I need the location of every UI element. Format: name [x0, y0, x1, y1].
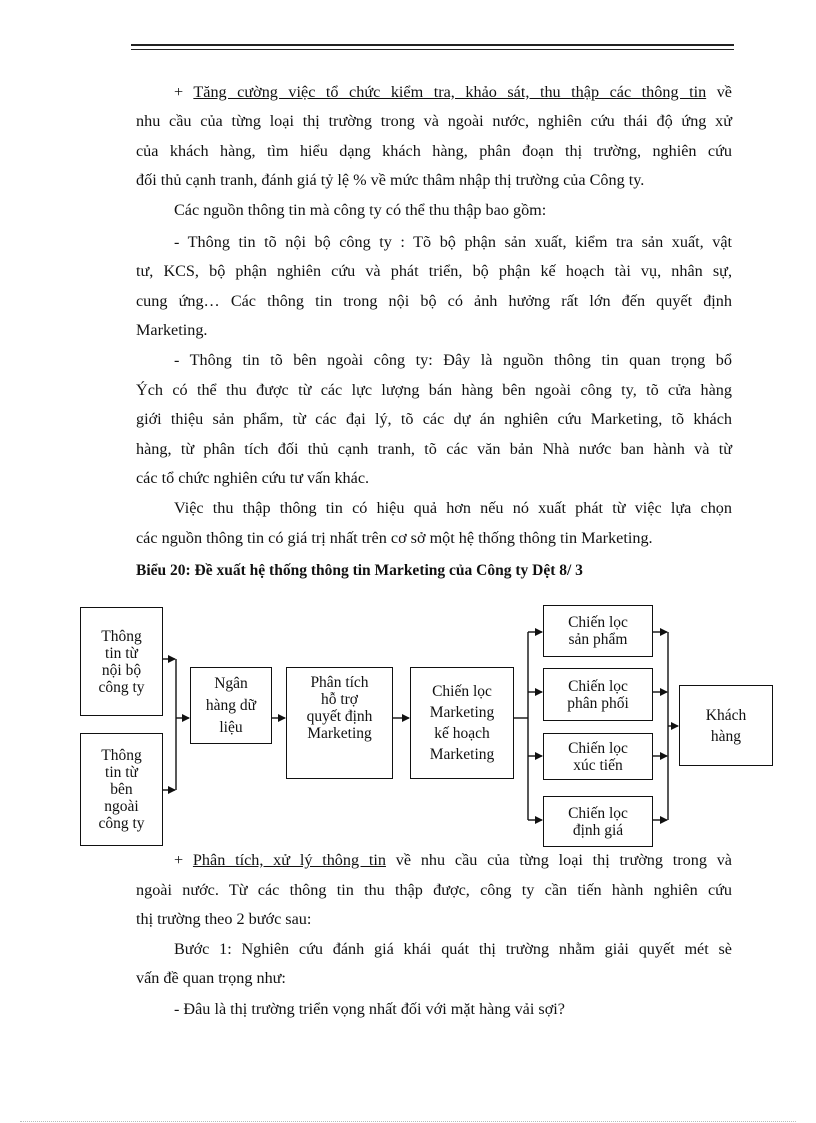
- text-line: + Phân tích, xử lý thông tin về nhu cầu của từng loại thị trường trong và: [174, 851, 732, 869]
- external-info-box: Thông tin từ bên ngoài công ty: [80, 733, 163, 846]
- analysis-box: Phân tích hỗ trợ quyết định Marketing: [286, 667, 393, 779]
- text-line: Marketing.: [136, 321, 208, 339]
- text-line: - Thông tin tõ nội bộ công ty : Tõ bộ phận sản xuất, kiểm tra sản xuất, vật: [174, 233, 732, 251]
- text-line: các tổ chức nghiên cứu tư vấn khác.: [136, 469, 370, 487]
- text-line: tư, KCS, bộ phận nghiên cứu và phát triển, bộ phận kế hoạch tài vụ, nhân sự,: [136, 262, 732, 280]
- promotion-strategy-box: Chiến lọc xúc tiến: [543, 733, 653, 780]
- distribution-strategy-box: Chiến lọc phân phối: [543, 668, 653, 721]
- internal-info-box: Thông tin từ nội bộ công ty: [80, 607, 163, 716]
- text-line: thị trường theo 2 bước sau:: [136, 910, 312, 928]
- text-line: Việc thu thập thông tin có hiệu quả hơn nếu nó xuất phát từ việc lựa chọn: [174, 499, 732, 517]
- text-line: vấn đề quan trọng như:: [136, 969, 286, 987]
- text-line: đối thủ cạnh tranh, đánh giá tỷ lệ % về mức thâm nhập thị trường của Công ty.: [136, 171, 645, 189]
- page-bottom-border: [20, 1121, 796, 1122]
- text-line: ngoài nước. Từ các thông tin thu thập được, công ty cần tiến hành nghiên cứu: [136, 881, 732, 899]
- text-line: Bước 1: Nghiên cứu đánh giá khái quát thị trường nhằm giải quyết mét sè: [174, 940, 732, 958]
- pricing-strategy-box: Chiến lọc định giá: [543, 796, 653, 847]
- text-line: cung ứng… Các thông tin trong nội bộ có ảnh hưởng rất lớn đến quyết định: [136, 292, 732, 310]
- text-line: các nguồn thông tin có giá trị nhất trên cơ sở một hệ thống thông tin Marketing.: [136, 529, 653, 547]
- text-line: hàng, từ phân tích đối thủ cạnh tranh, tõ các văn bản Nhà nước ban hành và từ: [136, 440, 732, 458]
- text-line: + Tăng cường việc tổ chức kiểm tra, khảo sát, thu thập các thông tin về: [174, 83, 732, 101]
- text-line: Ých có thể thu được từ các lực lượng bán hàng bên ngoài công ty, tõ cửa hàng: [136, 381, 732, 399]
- text-line: của khách hàng, tìm hiểu dạng khách hàng, phân đoạn thị trường, nghiên cứu: [136, 142, 732, 160]
- text-line: Các nguồn thông tin mà công ty có thể thu thập bao gồm:: [174, 201, 547, 219]
- customer-box: Khách hàng: [679, 685, 773, 766]
- product-strategy-box: Chiến lọc sản phẩm: [543, 605, 653, 657]
- text-line: - Thông tin tõ bên ngoài công ty: Đây là nguồn thông tin quan trọng bổ: [174, 351, 732, 369]
- strategy-plan-box: Chiến lọc Marketing kế hoạch Marketing: [410, 667, 514, 779]
- figure-caption: Biểu 20: Đề xuất hệ thống thông tin Marketing của Công ty Dệt 8/ 3: [136, 562, 583, 579]
- text-line: - Đâu là thị trường triển vọng nhất đối với mặt hàng vải sợi?: [174, 1000, 565, 1018]
- text-line: giới thiệu sản phẩm, từ các đại lý, tõ các dự án nghiên cứu Marketing, tõ khách: [136, 410, 732, 428]
- databank-box: Ngân hàng dữ liệu: [190, 667, 272, 744]
- text-line: nhu cầu của từng loại thị trường trong và ngoài nước, nghiên cứu thái độ ứng xử: [136, 112, 732, 130]
